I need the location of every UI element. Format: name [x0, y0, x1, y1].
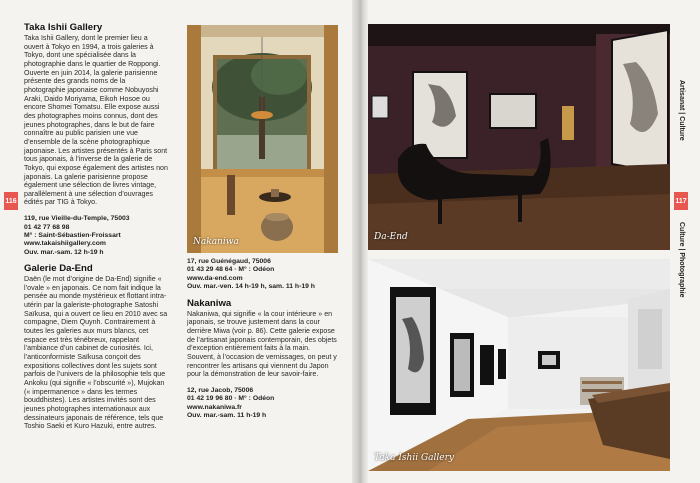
taka-address-block	[24, 215, 168, 257]
taka-hours: Ouv. mar.-sam. 12 h-19 h	[24, 248, 104, 256]
nakaniwa-web: www.nakaniwa.fr	[187, 403, 242, 411]
taka-title: Taka Ishii Gallery	[24, 22, 103, 33]
daend-address: 17, rue Guénégaud, 75006	[187, 258, 271, 265]
nakaniwa-caption: Nakaniwa	[193, 237, 239, 247]
taka-caption: Taka Ishii Gallery	[374, 453, 454, 463]
daend-web: www.da-end.com	[187, 274, 243, 282]
taka-phone: 01 42 77 68 98	[24, 223, 70, 231]
side-label-top-text: Artisanat | Culture	[678, 80, 685, 141]
page-number-left: 116	[4, 192, 18, 210]
nakaniwa-body: Nakaniwa, qui signifie « la cour intérieure » en japonais, se trouve justement dans la cour derrière Miwa (voir p. 86). Cette galerie expose de l’artisanat japonais contemporain, des objets d’exception entièrement faits à la main. Souvent, à l’occasion de vernissages, on peut y rencontrer les artisans qui viennent du Japon pour la démonstration de leur savoir-faire.	[187, 309, 337, 379]
nakaniwa-address-block	[187, 387, 339, 421]
daend-caption: Da-End	[374, 232, 408, 242]
side-label-bottom-text: Culture | Photographie	[678, 222, 685, 298]
middle-column	[187, 258, 339, 421]
nakaniwa-interior-illustration	[187, 25, 338, 253]
taka-body: Taka Ishii Gallery, dont le premier lieu a ouvert à Tokyo en 1994, a trois galeries à Tokyo, dont une spécialisée dans la photographie dans le quartier de Roppongi. Ouverte en juin 2014, la galerie parisienne présente des grands noms de la photographie japonaise comme Nobuyoshi Araki, Daido Moriyama, Eikoh Hosoe ou encore Shomei Tomatsu. Elle expose aussi des photographes moins connus, dont des jeunes photographes, dans le but de faire connaître au public parisien une vue d’ensemble de la scène photographique japonaise. Les artistes présentés à Paris sont tous japonais, à l’inverse de la galerie de Tokyo, qui expose également des artistes non japonais. La galerie parisienne propose également une sélection de livres vintage, parallèlement à une sélection d’ouvrages édités par TIG à Tokyo.	[24, 34, 168, 207]
daend-phone-metro: 01 43 29 48 64 · M° : Odéon	[187, 266, 275, 274]
nakaniwa-hours: Ouv. mar.-sam. 11 h-19 h	[187, 412, 267, 420]
left-column	[24, 22, 168, 431]
taka-metro: M° : Saint-Sébastien-Froissart	[24, 231, 121, 239]
taka-web: www.takaishiigallery.com	[24, 240, 106, 248]
daend-address-block	[187, 258, 339, 292]
taka-address: 119, rue Vieille-du-Temple, 75003	[24, 215, 130, 223]
daend-interior-illustration	[368, 24, 670, 250]
nakaniwa-phone-metro: 01 42 19 96 80 · M° : Odéon	[187, 395, 275, 403]
nakaniwa-photo	[187, 25, 338, 253]
nakaniwa-title: Nakaniwa	[187, 297, 232, 309]
taka-interior-illustration	[368, 259, 670, 471]
daend-title: Galerie Da-End	[24, 263, 93, 275]
daend-body: Daën (le mot d’origine de Da-End) signifie « l’ovale » en japonais. Ce nom fait indique la pensée au monde mystérieux et flottant intra-utérin par la galeriste-photographe Satoshi Saïkusa, qui a ouvert ce lieu en 2010 avec sa compagne, Diem Quynh. Contrairement à toutes les galeries aux murs blancs, cet espace est très ténébreux, rappelant l’ambiance d’un cabinet de curiosités. Ici, l’anticonformiste Saïkusa conçoit des expositions collectives dont les sujets sont parfois de l’univers de la philosophie tels que Ankoku (qui signifie « l’obscurité »), Mujokan (« impermanence » dans les termes bouddhistes). Les artistes invités sont des jeunes photographes internationaux aux dessinateurs japonais de référence, tels que Toshio Saeki et Kuro Hazuki, entre autres.	[24, 275, 168, 431]
daend-hours: Ouv. mar.-ven. 14 h-19 h, sam. 11 h-19 h	[187, 283, 315, 291]
book-gutter	[352, 0, 368, 483]
taka-photo	[368, 259, 670, 471]
side-label-bottom	[678, 222, 685, 297]
page-number-right: 117	[674, 192, 688, 210]
nakaniwa-address: 12, rue Jacob, 75006	[187, 386, 254, 394]
daend-photo	[368, 24, 670, 250]
side-label-top	[678, 80, 685, 141]
